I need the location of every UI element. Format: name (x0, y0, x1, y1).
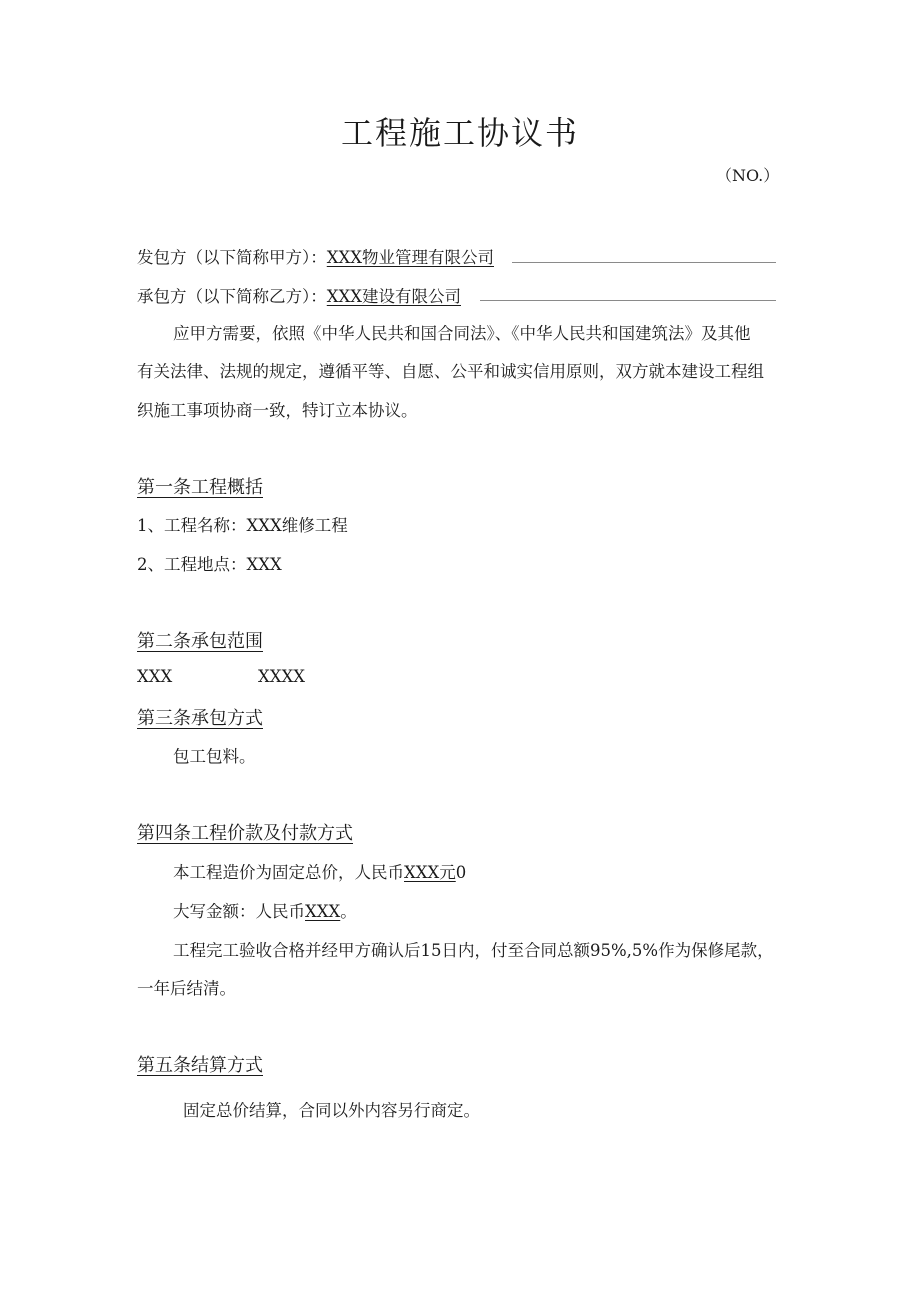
party-b-line (137, 283, 461, 307)
document-title: 工程施工协议书 (340, 114, 579, 152)
capital-amount-line (173, 898, 357, 922)
party-a-label: 发包方（以下简称甲方）： (137, 248, 327, 267)
article-3-heading: 第三条承包方式 (137, 708, 263, 729)
contract-method: 包工包料。 (173, 747, 256, 766)
capital-suffix: 。 (340, 902, 357, 921)
project-location: 2、工程地点：XXX (137, 555, 282, 574)
payment-line-1: 工程完工验收合格并经甲方确认后15日内，付至合同总额95%,5%作为保修尾款， (173, 941, 774, 960)
party-a-fill-line (512, 262, 776, 263)
article-4-heading: 第四条工程价款及付款方式 (137, 823, 353, 844)
price-prefix: 本工程造价为固定总价，人民币 (173, 863, 404, 882)
party-a-name: XXX物业管理有限公司 (326, 248, 494, 267)
settlement-method: 固定总价结算，合同以外内容另行商定。 (183, 1101, 480, 1120)
preamble-line-1: 应甲方需要，依照《中华人民共和国合同法》、《中华人民共和国建筑法》及其他 (173, 324, 751, 343)
document-number: （NO.） (716, 166, 780, 185)
capital-prefix: 大写金额：人民币 (173, 902, 305, 921)
scope-col-1: XXX (137, 667, 173, 686)
party-a-line (137, 244, 494, 268)
preamble-line-3: 织施工事项协商一致，特订立本协议。 (137, 401, 418, 420)
preamble-line-2: 有关法律、法规的规定，遵循平等、自愿、公平和诚实信用原则，双方就本建设工程组 (137, 362, 764, 381)
article-2-heading: 第二条承包范围 (137, 631, 263, 652)
price-line (173, 859, 466, 883)
article-1-heading: 第一条工程概括 (137, 477, 263, 498)
scope-col-2: XXXX (258, 667, 305, 686)
project-name: 1、工程名称：XXX维修工程 (137, 516, 348, 535)
payment-line-2: 一年后结清。 (137, 979, 236, 998)
capital-value: XXX (305, 902, 341, 921)
article-5-heading: 第五条结算方式 (137, 1055, 263, 1076)
price-value: XXX元 (404, 863, 456, 882)
party-b-name: XXX建设有限公司 (326, 287, 461, 306)
price-suffix: 0 (455, 863, 467, 882)
party-b-label: 承包方（以下简称乙方）： (137, 287, 327, 306)
party-b-fill-line (480, 300, 776, 301)
